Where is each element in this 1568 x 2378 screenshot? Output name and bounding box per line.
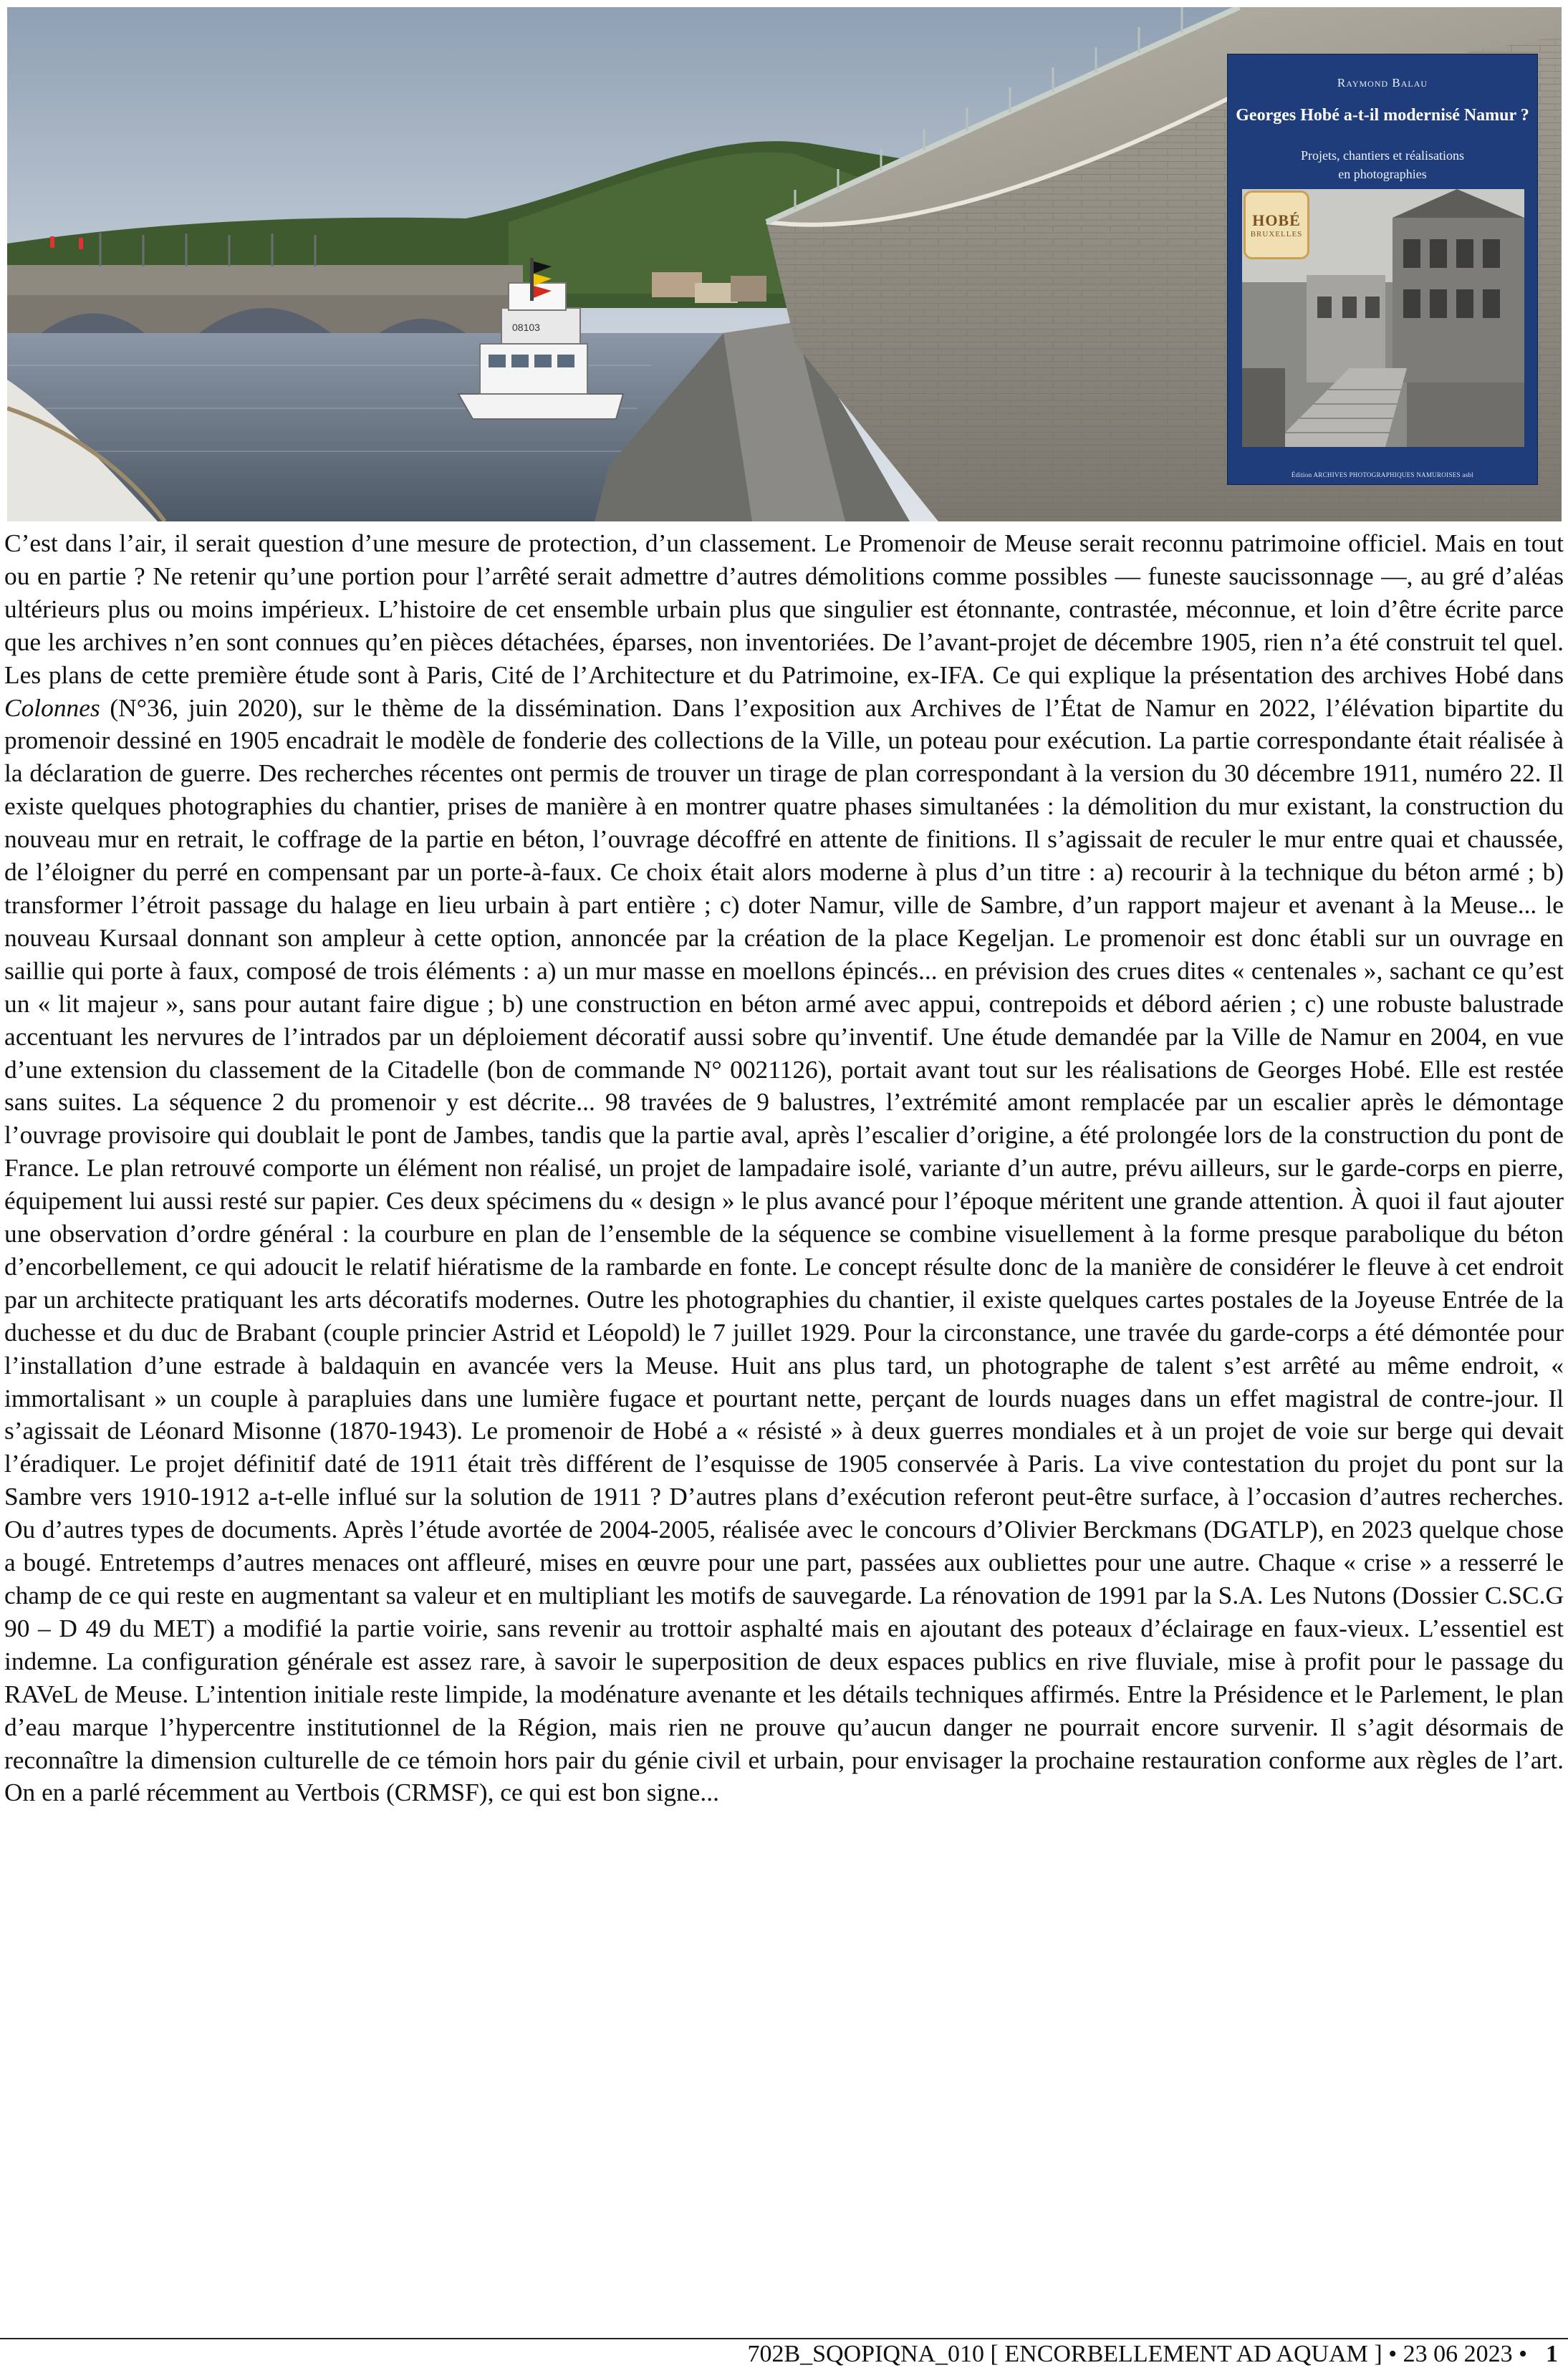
article-paragraph — [4, 527, 1564, 1809]
journal-title-colonnes: Colonnes — [4, 693, 100, 722]
page-number: 1 — [1546, 2341, 1558, 2367]
book-publisher: Édition ARCHIVES PHOTOGRAPHIQUES NAMUROISES asbl — [1291, 471, 1474, 478]
body-text-part-1: C’est dans l’air, il serait question d’une mesure de protection, d’un classement. Le Promenoir de Meuse serait reconnu patrimoine officiel. Mais en tout ou en partie ? Ne retenir qu’une portion pour l’arrêté serait admettre d’autres démolitions comme possibles — funeste saucissonnage —, au gré d’aléas ultérieurs plus ou moins impérieux. L’histoire de cet ensemble urbain plus que singulier est étonnante, contrastée, méconnue, et loin d’être écrite parce que les archives n’en sont connues qu’en pièces détachées, éparses, non inventoriées. De l’avant-projet de décembre 1905, rien n’a été construit tel quel. Les plans de cette première étude sont à Paris, Cité de l’Architecture et du Patrimoine, ex-IFA. Ce qui explique la présentation des archives Hobé dans — [4, 529, 1564, 689]
footer-reference: 702B_SQOPIQNA_010 [ ENCORBELLEMENT AD AQUAM ] • 23 06 2023 • — [747, 2341, 1527, 2367]
book-author: Raymond Balau — [1337, 76, 1428, 90]
page-footer — [747, 2341, 1558, 2372]
book-subtitle-line-1: Projets, chantiers et réalisations — [1301, 148, 1464, 163]
book-subtitle — [1242, 146, 1523, 183]
book-title: Georges Hobé a-t-il modernisé Namur ? — [1236, 106, 1529, 125]
logo-text-hobe: HOBÉ — [1252, 211, 1301, 229]
hobe-bruxelles-logo — [1244, 191, 1309, 259]
footer-rule — [0, 2338, 1568, 2339]
book-subtitle-line-2: en photographies — [1338, 167, 1427, 181]
logo-text-bruxelles: BRUXELLES — [1250, 230, 1303, 239]
book-cover — [1227, 54, 1538, 485]
body-text-part-2: (N°36, juin 2020), sur le thème de la dissémination. Dans l’exposition aux Archives de l’État de Namur en 2022, l’élévation bipartite du promenoir dessiné en 1905 encadrait le modèle de fonderie des collections de la Ville, un poteau pour exécution. La partie correspondante était réalisée à la déclaration de guerre. Des recherches récentes ont permis de trouver un tirage de plan correspondant à la version du 30 décembre 1911, numéro 22. Il existe quelques photographies du chantier, prises de manière à en montrer quatre phases simultanées : la démolition du mur existant, la construction du nouveau mur en retrait, le coffrage de la partie en béton, l’ouvrage décoffré en attente de finitions. Il s’agissait de reculer le mur entre quai et chaussée, de l’éloigner du perré en compensant par un porte-à-faux. Ce choix était alors moderne à plus d’un titre : a) recourir à la technique du béton armé ; b) transformer l’étroit passage du halage en lieu urbain à part entière ; c) doter Namur, ville de Sambre, d’un rapport majeur et avenant à la Meuse... le nouveau Kursaal donnant son ampleur à cette option, annoncée par la création de la place Kegeljan. Le promenoir est donc établi sur un ouvrage en saillie qui porte à faux, composé de trois éléments : a) un mur masse en moellons épincés... en prévision des crues dites « centenales », sachant ce qu’est un « lit majeur », sans pour autant faire digue ; b) une construction en béton armé avec appui, contrepoids et débord aérien ; c) une robuste balustrade accentuant les nervures de l’intrados par un déploiement décoratif aussi sobre qu’inventif. Une étude demandée par la Ville de Namur en 2004, en vue d’une extension du classement de la Citadelle (bon de commande N° 0021126), portait avant tout sur les réalisations de Georges Hobé. Elle est restée sans suites. La séquence 2 du promenoir y est décrite... 98 travées de 9 balustres, l’extrémité amont remplacée par un escalier après le démontage l’ouvrage provisoire qui doublait le pont de Jambes, tandis que la partie aval, après l’escalier d’origine, a été prolongée lors de la construction du pont de France. Le plan retrouvé comporte un élément non réalisé, un projet de lampadaire isolé, variante d’un autre, prévu ailleurs, sur le garde-corps en pierre, équipement lui aussi resté sur papier. Ces deux spécimens du « design » le plus avancé pour l’époque méritent une grande attention. À quoi il faut ajouter une observation d’ordre général : la courbure en plan de l’ensemble de la séquence se combine visuellement à la forme presque parabolique du béton d’encorbellement, ce qui adoucit le relatif hiératisme de la rambarde en fonte. Le concept résulte donc de la manière de considérer le fleuve à cet endroit par un architecte pratiquant les arts décoratifs modernes. Outre les photographies du chantier, il existe quelques cartes postales de la Joyeuse Entrée de la duchesse et du duc de Brabant (couple princier Astrid et Léopold) le 7 juillet 1929. Pour la circonstance, une travée du garde-corps a été démontée pour l’installation d’une estrade à baldaquin en avancée vers la Meuse. Huit ans plus tard, un photographe de talent s’est arrêté au même endroit, « immortalisant » un couple à parapluies dans une lumière fugace et pourtant nette, perçant de lourds nuages dans un effet magistral de contre-jour. Il s’agissait de Léonard Misonne (1870-1943). Le promenoir de Hobé a « résisté » à deux guerres mondiales et à un projet de voie sur berge qui devait l’éradiquer. Le projet définitif daté de 1911 était très différent de l’esquisse de 1905 conservée à Paris. La vive contestation du projet du pont sur la Sambre vers 1910-1912 a-t-elle influé sur la solution de 1911 ? D’autres plans d’exécution referont peut-être surface, à l’occasion d’autres recherches. Ou d’autres types de documents. Après l’étude avortée de 2004-2005, réalisée avec le concours d’Olivier Berckmans (DGATLP), en 2023 quelque chose a bougé. Entretemps d’autres menaces ont affleuré, mises en œuvre pour une part, passées aux oubliettes pour une autre. Chaque « crise » a resserré le champ de ce qui reste en augmentant sa valeur et en multipliant les motifs de sauvegarde. La rénovation de 1991 par la S.A. Les Nutons (Dossier C.SC.G 90 – D 49 du MET) a modifié la partie voirie, sans revenir au trottoir asphalté mais en ajoutant des poteaux d’éclairage en faux-vieux. L’essentiel est indemne. La configuration générale est assez rare, à savoir le superposition de deux espaces publics en rive fluviale, mise à profit pour le passage du RAVeL de Meuse. L’intention initiale reste limpide, la modénature avenante et les détails techniques affirmés. Entre la Présidence et le Parlement, le plan d’eau marque l’hypercentre institutionnel de la Région, mais rien ne prouve qu’aucun danger ne pourrait encore survenir. Il s’agit désormais de reconnaître la dimension culturelle de ce témoin hors pair du génie civil et urbain, pour envisager la prochaine restauration conforme aux règles de l’art. On en a parlé récemment au Vertbois (CRMSF), ce qui est bon signe... — [4, 693, 1564, 1807]
article-body — [4, 527, 1564, 1809]
boat-number: 08103 — [512, 322, 540, 333]
